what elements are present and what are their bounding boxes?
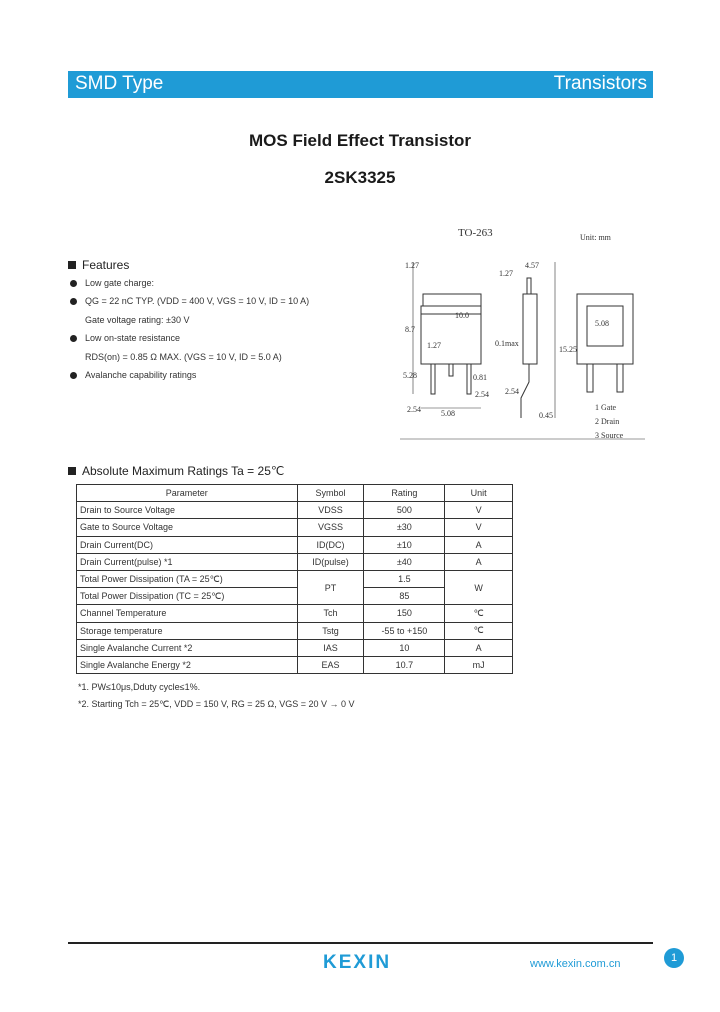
header-left: SMD Type <box>75 73 164 94</box>
pin-label: 3 Source <box>595 431 624 440</box>
back-lead-2 <box>617 364 623 392</box>
column-header: Unit <box>445 485 513 502</box>
symbol-cell: PT <box>297 570 364 604</box>
feature-item: Gate voltage rating: ±30 V <box>85 315 190 325</box>
unit-cell: A <box>445 639 513 656</box>
table-row <box>77 519 513 536</box>
table-row <box>77 622 513 639</box>
bullet-icon <box>70 280 77 287</box>
rating-cell: 150 <box>364 605 445 622</box>
dim-label: 4.57 <box>525 261 539 270</box>
ratings-table <box>76 484 513 674</box>
table-row <box>77 502 513 519</box>
dim-label: 2.54 <box>505 387 519 396</box>
square-bullet-icon <box>68 261 76 269</box>
dim-label: 0.1max <box>495 339 519 348</box>
header-banner <box>68 71 653 98</box>
symbol-cell: Tch <box>297 605 364 622</box>
dim-label: 1.27 <box>499 269 513 278</box>
parameter-cell: Drain Current(pulse) *1 <box>77 553 298 570</box>
column-header: Parameter <box>77 485 298 502</box>
parameter-cell: Channel Temperature <box>77 605 298 622</box>
rating-cell: ±30 <box>364 519 445 536</box>
front-lead-3 <box>467 364 471 394</box>
unit-cell: V <box>445 519 513 536</box>
unit-cell: ℃ <box>445 605 513 622</box>
table-row <box>77 639 513 656</box>
feature-item: RDS(on) = 0.85 Ω MAX. (VGS = 10 V, ID = 5.0 A) <box>85 352 282 362</box>
table-row <box>77 656 513 673</box>
footnote: *1. PW≤10μs,Dduty cycle≤1%. <box>78 682 201 692</box>
side-body <box>523 294 537 364</box>
rating-cell: ±10 <box>364 536 445 553</box>
rating-cell: 10 <box>364 639 445 656</box>
pin-label: 2 Drain <box>595 417 620 426</box>
symbol-cell: Tstg <box>297 622 364 639</box>
package-name: TO-263 <box>458 227 493 239</box>
package-unit: Unit: mm <box>580 233 611 242</box>
unit-cell: V <box>445 502 513 519</box>
feature-item: Low on-state resistance <box>70 333 180 343</box>
dim-label: 2.54 <box>475 390 489 399</box>
page-number-badge: 1 <box>664 948 684 968</box>
front-tab <box>423 294 481 306</box>
dim-label: 15.25 <box>559 345 577 354</box>
back-lead-1 <box>587 364 593 392</box>
rating-cell: 10.7 <box>364 656 445 673</box>
header-right: Transistors <box>553 73 647 94</box>
dim-label: 5.28 <box>403 371 417 380</box>
kexin-logo: KEXIN <box>323 952 392 973</box>
website-link[interactable]: www.kexin.com.cn <box>530 958 621 970</box>
feature-item: QG = 22 nC TYP. (VDD = 400 V, VGS = 10 V, ID = 10 A) <box>70 296 309 306</box>
parameter-cell: Storage temperature <box>77 622 298 639</box>
symbol-cell: ID(DC) <box>297 536 364 553</box>
table-row <box>77 536 513 553</box>
unit-cell: ℃ <box>445 622 513 639</box>
bullet-icon <box>70 372 77 379</box>
parameter-cell: Gate to Source Voltage <box>77 519 298 536</box>
square-bullet-icon <box>68 467 76 475</box>
feature-item: Low gate charge: <box>70 278 154 288</box>
symbol-cell: IAS <box>297 639 364 656</box>
dim-label: 5.08 <box>441 409 455 418</box>
parameter-cell: Total Power Dissipation (TA = 25℃) <box>77 570 298 587</box>
pin-label: 1 Gate <box>595 403 617 412</box>
symbol-cell: VGSS <box>297 519 364 536</box>
rating-cell: 85 <box>364 588 445 605</box>
features-heading: Features <box>68 258 129 272</box>
dim-label: 5.08 <box>595 319 609 328</box>
bullet-icon <box>70 298 77 305</box>
parameter-cell: Drain Current(DC) <box>77 536 298 553</box>
document-title: MOS Field Effect Transistor <box>249 131 471 150</box>
dim-label: 0.81 <box>473 373 487 382</box>
dim-label: 0.45 <box>539 411 553 420</box>
front-lead-1 <box>431 364 435 394</box>
side-lead <box>521 364 529 418</box>
dim-label: 1.27 <box>427 341 441 350</box>
feature-item: Avalanche capability ratings <box>70 370 196 380</box>
parameter-cell: Total Power Dissipation (TC = 25℃) <box>77 588 298 605</box>
unit-cell: A <box>445 553 513 570</box>
parameter-cell: Single Avalanche Current *2 <box>77 639 298 656</box>
dim-label: 10.0 <box>455 311 469 320</box>
table-row <box>77 553 513 570</box>
part-number: 2SK3325 <box>324 168 396 187</box>
unit-cell: A <box>445 536 513 553</box>
rating-cell: ±40 <box>364 553 445 570</box>
footnote: *2. Starting Tch = 25℃, VDD = 150 V, RG = 25 Ω, VGS = 20 V → 0 V <box>78 699 355 709</box>
bullet-icon <box>70 335 77 342</box>
parameter-cell: Single Avalanche Energy *2 <box>77 656 298 673</box>
dim-label: 2.54 <box>407 405 421 414</box>
table-header-row <box>77 485 513 502</box>
back-body <box>577 294 633 364</box>
parameter-cell: Drain to Source Voltage <box>77 502 298 519</box>
front-body <box>421 306 481 364</box>
symbol-cell: EAS <box>297 656 364 673</box>
front-lead-2 <box>449 364 453 376</box>
side-tab <box>527 278 531 294</box>
table-row <box>77 570 513 587</box>
dim-label: 1.27 <box>405 261 419 270</box>
rating-cell: 500 <box>364 502 445 519</box>
package-drawing <box>395 222 655 442</box>
column-header: Symbol <box>297 485 364 502</box>
ratings-heading: Absolute Maximum Ratings Ta = 25℃ <box>68 464 284 478</box>
rating-cell: -55 to +150 <box>364 622 445 639</box>
dim-label: 8.7 <box>405 325 415 334</box>
table-row <box>77 605 513 622</box>
rating-cell: 1.5 <box>364 570 445 587</box>
unit-cell: W <box>445 570 513 604</box>
symbol-cell: VDSS <box>297 502 364 519</box>
footer-divider <box>68 942 653 944</box>
unit-cell: mJ <box>445 656 513 673</box>
symbol-cell: ID(pulse) <box>297 553 364 570</box>
column-header: Rating <box>364 485 445 502</box>
